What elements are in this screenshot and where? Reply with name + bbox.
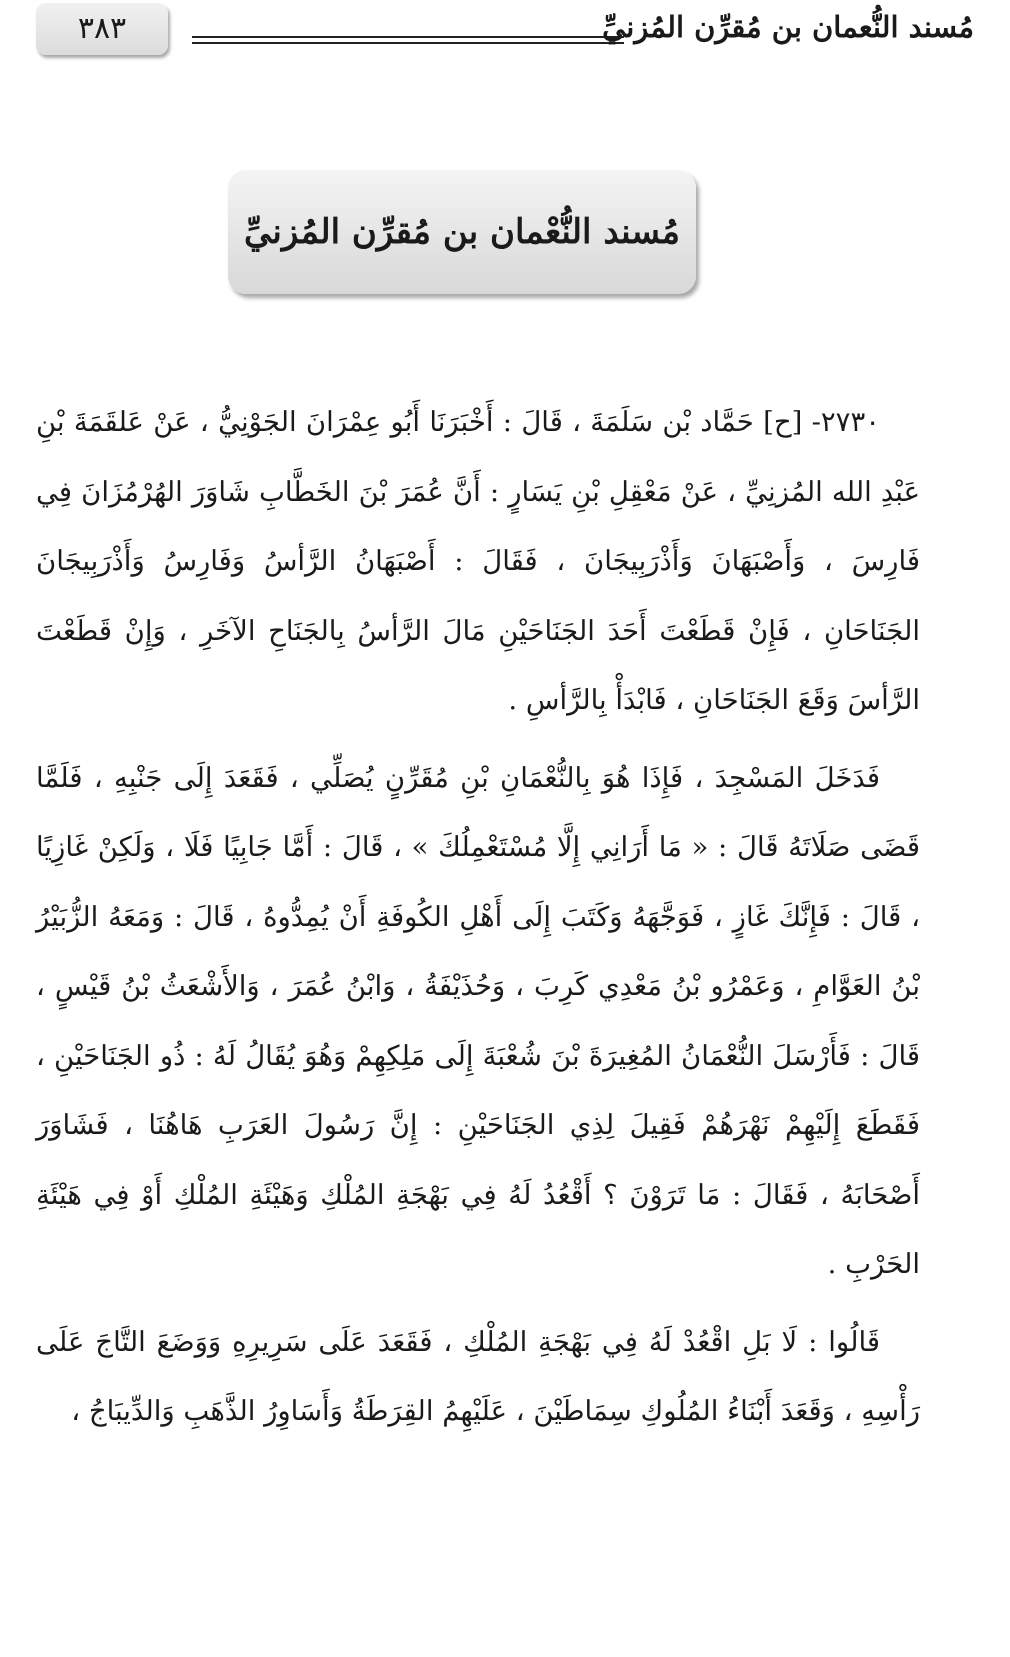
paragraph-third: قَالُوا : لَا بَلِ اقْعُدْ لَهُ فِي بَهْجَةِ المُلْكِ ، فَقَعَدَ عَلَى سَرِيرِهِ وَوَضَعَ التَّاجَ عَلَى رَأْسِهِ ، وَقَعَدَ أَبْنَاءُ المُلُوكِ سِمَاطَيْنَ ، عَلَيْهِمُ القِرَطَةُ وَأَسَاوِرُ الذَّهَبِ وَالدِّيبَاجُ ، xyxy=(36,1325,920,1427)
page-number-box xyxy=(36,3,168,55)
section-title-box xyxy=(228,170,696,294)
body-text xyxy=(36,388,920,1447)
section-title: مُسند النُّعْمان بن مُقرِّن المُزنيِّ xyxy=(244,212,680,252)
paragraph-hadith-2730: ٢٧٣٠- [ح] حَمَّاد بْن سَلَمَةَ ، قَالَ : أَخْبَرَنَا أَبُو عِمْرَانَ الجَوْنِيُّ ، عَنْ عَلقَمَةَ بْنِ عَبْدِ الله المُزنِيِّ ، عَنْ مَعْقِلِ بْنِ يَسَارٍ : أَنَّ عُمَرَ بْنَ الخَطَّابِ شَاوَرَ الهُرْمُزَانَ فِي فَارِسَ ، وَأَصْبَهَانَ وَأَذْرَبِيجَانَ ، فَقَالَ : أَصْبَهَانُ الرَّأسُ وَفَارِسُ وَأَذْرَبِيجَانَ الجَنَاحَانِ ، فَإِنْ قَطَعْتَ أَحَدَ الجَنَاحَيْنِ مَالَ الرَّأسُ بِالجَنَاحِ الآخَرِ ، وَإِنْ قَطَعْتَ الرَّأسَ وَقَعَ الجَنَاحَانِ ، فَابْدَأْ بِالرَّأسِ . xyxy=(36,406,920,716)
running-header-title: مُسند النُّعمان بن مُقرِّن المُزنيِّ xyxy=(602,10,974,44)
header-rule-bottom xyxy=(192,42,624,44)
header-rule-top xyxy=(192,36,624,38)
page-number: ٣٨٣ xyxy=(77,11,127,46)
paragraph-second: فَدَخَلَ المَسْجِدَ ، فَإِذَا هُوَ بِالنُّعْمَانِ بْنِ مُقَرِّنٍ يُصَلِّي ، فَقَعَدَ إِلَى جَنْبِهِ ، فَلَمَّا قَضَى صَلَاتَهُ قَالَ : « مَا أَرَانِي إِلَّا مُسْتَعْمِلُكَ » ، قَالَ : أَمَّا جَابِيًا فَلَا ، وَلَكِنْ غَازِيًا ، قَالَ : فَإِنَّكَ غَازٍ ، فَوَجَّهَهُ وَكَتَبَ إِلَى أَهْلِ الكُوفَةِ أَنْ يُمِدُّوهُ ، قَالَ : وَمَعَهُ الزُّبَيْرُ بْنُ العَوَّامِ ، وَعَمْرُو بْنُ مَعْدِي كَرِبَ ، وَحُذَيْفَةُ ، وَابْنُ عُمَرَ ، وَالأَشْعَثُ بْنُ قَيْسٍ ، قَالَ : فَأَرْسَلَ النُّعْمَانُ المُغِيرَةَ بْنَ شُعْبَةَ إِلَى مَلِكِهِمْ وَهُوَ يُقَالُ لَهُ : ذُو الجَنَاحَيْنِ ، فَقَطَعَ إِلَيْهِمْ نَهْرَهُمْ فَقِيلَ لِذِي الجَنَاحَيْنِ : إِنَّ رَسُولَ العَرَبِ هَاهُنَا ، فَشَاوَرَ أَصْحَابَهُ ، فَقَالَ : مَا تَرَوْنَ ؟ أَقْعُدُ لَهُ فِي بَهْجَةِ المُلْكِ وَهَيْئَةِ المُلْكِ أَوْ فِي هَيْئَةِ الحَرْبِ . xyxy=(36,761,920,1280)
